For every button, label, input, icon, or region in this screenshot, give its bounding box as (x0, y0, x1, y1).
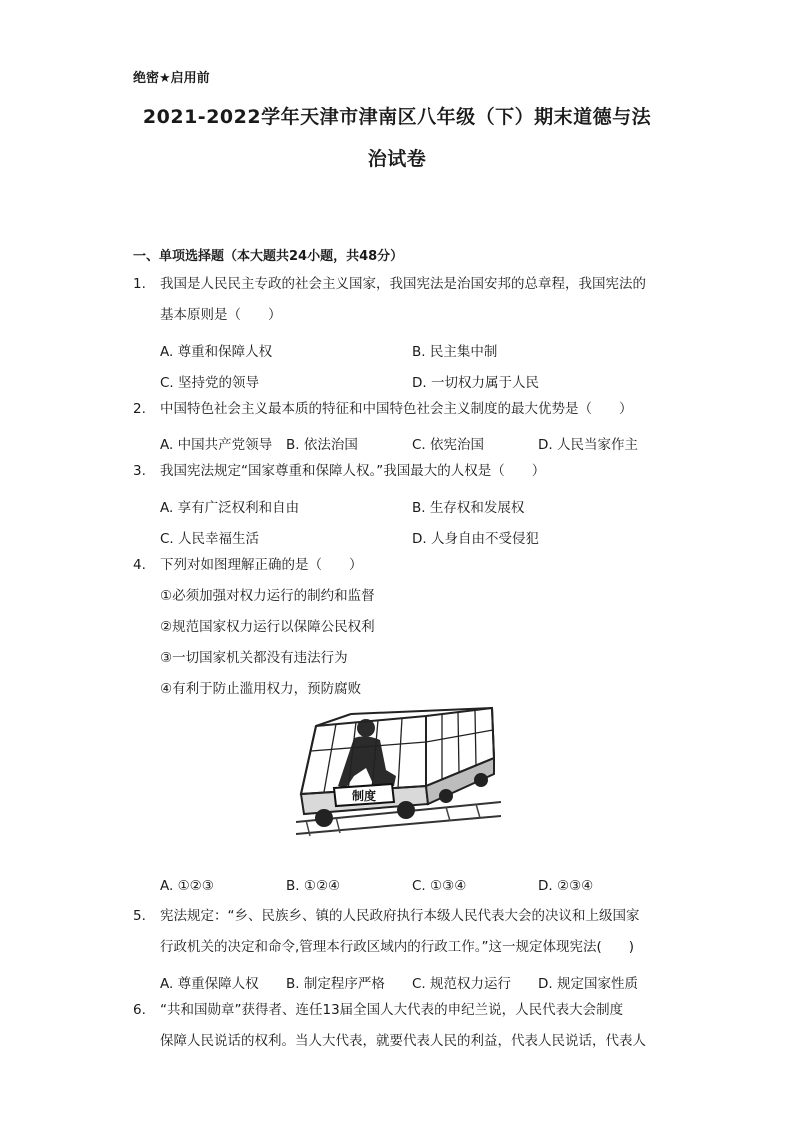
question-4-statement-1: ①必须加强对权力运行的制约和监督 (160, 588, 375, 604)
section-heading: 一、单项选择题（本大题共24小题，共48分） (133, 249, 404, 264)
question-2-option-c[interactable]: C. 依宪治国 (412, 437, 485, 453)
question-4-option-a[interactable]: A. ①②③ (160, 878, 214, 894)
exam-title-line2: 治试卷 (367, 148, 427, 170)
question-3-option-b[interactable]: B. 生存权和发展权 (412, 500, 525, 516)
question-3-number: 3. (133, 463, 146, 479)
question-1-line1: 我国是人民民主专政的社会主义国家，我国宪法是治国安邦的总章程，我国宪法的 (160, 276, 646, 292)
question-6-number: 6. (133, 1002, 146, 1018)
question-4-option-c[interactable]: C. ①③④ (412, 878, 467, 894)
exam-title-line1: 2021-2022学年天津市津南区八年级（下）期末道德与法 (142, 106, 652, 128)
question-3-option-a[interactable]: A. 享有广泛权利和自由 (160, 500, 300, 516)
figure-sign-label: 制度 (351, 789, 377, 803)
question-4-statement-4: ④有利于防止滥用权力，预防腐败 (160, 681, 362, 697)
question-3-option-c[interactable]: C. 人民幸福生活 (160, 531, 260, 547)
question-2-number: 2. (133, 401, 146, 417)
question-5-option-d[interactable]: D. 规定国家性质 (538, 976, 638, 992)
question-1-line2: 基本原则是（ ） (160, 307, 282, 323)
question-5-option-c[interactable]: C. 规范权力运行 (412, 976, 512, 992)
secret-mark: 绝密★启用前 (133, 71, 210, 86)
question-1-option-b[interactable]: B. 民主集中制 (412, 344, 498, 360)
question-4-statement-3: ③一切国家机关都没有违法行为 (160, 650, 348, 666)
question-5-line2: 行政机关的决定和命令,管理本行政区域内的行政工作。”这一规定体现宪法( ) (160, 939, 635, 955)
question-2-option-d[interactable]: D. 人民当家作主 (538, 437, 638, 453)
question-4-statement-2: ②规范国家权力运行以保障公民权利 (160, 619, 375, 635)
question-2-option-b[interactable]: B. 依法治国 (286, 437, 358, 453)
question-4-line1: 下列对如图理解正确的是（ ） (160, 557, 363, 573)
cage-cart-illustration (296, 706, 501, 840)
question-3-line1: 我国宪法规定“国家尊重和保障人权。”我国最大的人权是（ ） (160, 463, 546, 479)
question-5-number: 5. (133, 908, 146, 924)
question-4-option-d[interactable]: D. ②③④ (538, 878, 594, 894)
question-3-option-d[interactable]: D. 人身自由不受侵犯 (412, 531, 539, 547)
question-2-option-a[interactable]: A. 中国共产党领导 (160, 437, 273, 453)
question-6-line2: 保障人民说话的权利。当人大代表，就要代表人民的利益，代表人民说话，代表人 (160, 1033, 646, 1049)
question-4-number: 4. (133, 557, 146, 573)
question-1-option-c[interactable]: C. 坚持党的领导 (160, 375, 260, 391)
question-2-line1: 中国特色社会主义最本质的特征和中国特色社会主义制度的最大优势是（ ） (160, 401, 633, 417)
question-4-option-b[interactable]: B. ①②④ (286, 878, 341, 894)
question-1-option-d[interactable]: D. 一切权力属于人民 (412, 375, 539, 391)
question-5-option-a[interactable]: A. 尊重保障人权 (160, 976, 259, 992)
question-6-line1: “共和国勋章”获得者、连任13届全国人大代表的申纪兰说，人民代表大会制度 (160, 1002, 624, 1018)
question-1-option-a[interactable]: A. 尊重和保障人权 (160, 344, 273, 360)
question-5-option-b[interactable]: B. 制定程序严格 (286, 976, 385, 992)
question-1-number: 1. (133, 276, 146, 292)
question-5-line1: 宪法规定：“乡、民族乡、镇的人民政府执行本级人民代表大会的决议和上级国家 (160, 908, 640, 924)
